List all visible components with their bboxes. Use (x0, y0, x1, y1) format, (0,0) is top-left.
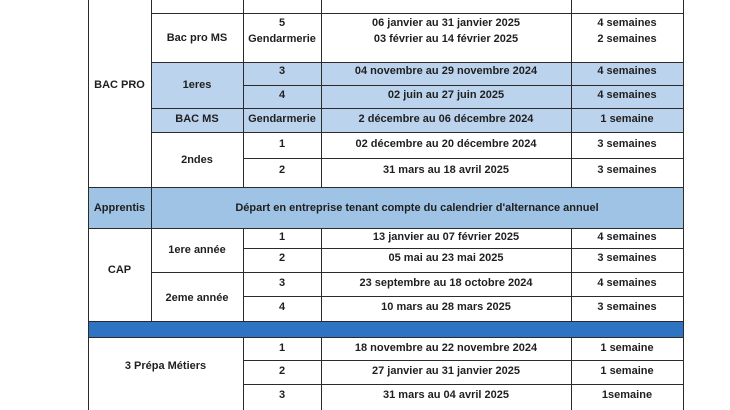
prepa-r2-dates: 27 janvier au 31 janvier 2025 (372, 365, 520, 377)
prepa-r3-dur: 1semaine (601, 389, 653, 401)
premieres-r2-dates: 02 juin au 27 juin 2025 (387, 89, 505, 101)
secondes-r2-dur: 3 semaines (597, 164, 657, 176)
bacpro-ms-dates-1: 06 janvier au 31 janvier 2025 (372, 17, 520, 29)
cap-2eme-r1-dates: 23 septembre au 18 octobre 2024 (359, 277, 533, 289)
prepa-r1-dates: 18 novembre au 22 novembre 2024 (354, 342, 538, 354)
bacpro-ms-number: 5 (278, 17, 286, 29)
premieres-r2-num: 4 (278, 89, 286, 101)
cap-2eme-r2-dates: 10 mars au 28 mars 2025 (381, 301, 511, 313)
bac-ms-dates: 2 décembre au 06 décembre 2024 (358, 113, 534, 125)
secondes-label: 2ndes (181, 154, 213, 166)
apprentis-text: Départ en entreprise tenant compte du calendrier d'alternance annuel (235, 202, 599, 214)
cap-2eme-label: 2eme année (165, 292, 229, 304)
premieres-r2-dur: 4 semaines (597, 89, 657, 101)
cap-1ere-r2-num: 2 (278, 252, 286, 264)
row-line-e (243, 158, 684, 159)
prepa-r3-dates: 31 mars au 04 avril 2025 (383, 389, 509, 401)
bacpro-ms-dur-2: 2 semaines (597, 33, 657, 45)
cap-1ere-r1-dur: 4 semaines (597, 231, 657, 243)
secondes-r2-num: 2 (278, 164, 286, 176)
row-line-m (243, 360, 684, 361)
secondes-r1-dates: 02 décembre au 20 décembre 2024 (355, 138, 537, 150)
secondes-r1-dur: 3 semaines (597, 138, 657, 150)
apprentis-label: Apprentis (93, 202, 146, 214)
premieres-r1-num: 3 (278, 64, 286, 77)
row-line-d (151, 132, 684, 133)
prepa-r2-num: 2 (278, 365, 286, 377)
cap-1ere-r1-num: 1 (278, 231, 286, 243)
prepa-r3-num: 3 (278, 389, 286, 401)
row-line-l (88, 337, 684, 338)
cap-1ere-label: 1ere année (168, 244, 226, 256)
row-line-i (151, 272, 684, 273)
cap-1ere-r1-dates: 13 janvier au 07 février 2025 (372, 231, 520, 243)
cap-2eme-r2-num: 4 (278, 301, 286, 313)
premieres-label: 1eres (182, 79, 212, 91)
row-line-k (88, 321, 684, 322)
cap-1ere-r2-dur: 3 semaines (597, 252, 657, 264)
bac-ms-label: BAC MS (175, 113, 219, 125)
premieres-r1-dates: 04 novembre au 29 novembre 2024 (354, 64, 538, 77)
row-line-n (243, 384, 684, 385)
row-line-j (243, 296, 684, 297)
section-divider-bar (88, 321, 683, 337)
prepa-r1-num: 1 (278, 342, 286, 354)
prepa-label: 3 Prépa Métiers (124, 360, 207, 372)
bacpro-section-label: BAC PRO (94, 79, 145, 91)
cap-2eme-r1-dur: 4 semaines (597, 277, 657, 289)
bacpro-ms-dur-1: 4 semaines (597, 17, 657, 29)
cap-label: CAP (107, 264, 132, 276)
prepa-r2-dur: 1 semaine (600, 365, 654, 377)
cap-1ere-r2-dates: 05 mai au 23 mai 2025 (388, 252, 504, 264)
bacpro-ms-dates-2: 03 février au 14 février 2025 (373, 33, 519, 45)
bac-ms-part: Gendarmerie (248, 113, 316, 125)
secondes-r1-num: 1 (278, 138, 286, 150)
premieres-r1-dur: 4 semaines (597, 64, 657, 77)
cap-2eme-r1-num: 3 (278, 277, 286, 289)
secondes-r2-dates: 31 mars au 18 avril 2025 (383, 164, 509, 176)
bac-ms-dur: 1 semaine (600, 113, 654, 125)
cap-2eme-r2-dur: 3 semaines (597, 301, 657, 313)
bacpro-ms-label: Bac pro MS (166, 32, 228, 44)
bacpro-ms-part: Gendarmerie (248, 33, 316, 45)
prepa-r1-dur: 1 semaine (600, 342, 654, 354)
